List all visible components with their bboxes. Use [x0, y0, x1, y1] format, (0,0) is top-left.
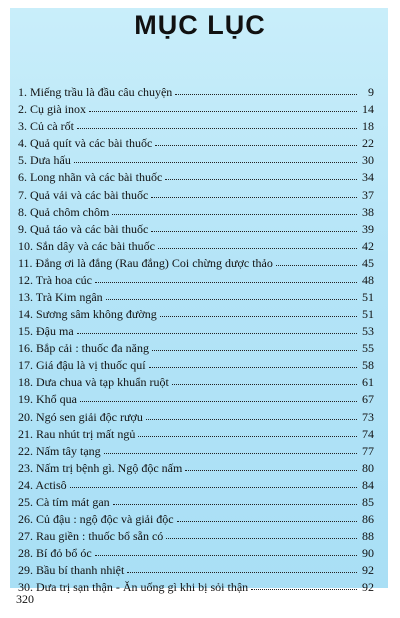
toc-entry	[18, 576, 374, 593]
toc-entry	[18, 115, 374, 132]
toc-entry	[18, 542, 374, 559]
toc-entry-title: 1. Miếng trầu là đầu câu chuyện	[18, 85, 173, 100]
toc-entry-page: 18	[362, 119, 374, 134]
dot-leader	[149, 367, 357, 368]
toc-entry-page: 45	[362, 255, 374, 270]
table-of-contents	[18, 81, 374, 593]
toc-entry-title: 15. Đậu ma	[18, 324, 74, 339]
toc-entry-page: 85	[362, 494, 374, 509]
toc-entry-title: 30. Dưa trị sạn thận - Ăn uống gì khi bị sỏi thận	[18, 580, 249, 595]
toc-entry-page: 48	[362, 272, 374, 287]
toc-entry	[18, 440, 374, 457]
dot-leader	[104, 453, 357, 454]
toc-entry-title: 27. Rau giền : thuốc bổ sẵn có	[18, 529, 164, 544]
toc-entry	[18, 303, 374, 320]
toc-entry-title: 18. Dưa chua và tạp khuẩn ruột	[18, 375, 169, 390]
dot-leader	[138, 436, 357, 437]
toc-entry	[18, 337, 374, 354]
toc-entry	[18, 457, 374, 474]
toc-entry-page: 67	[362, 392, 374, 407]
toc-entry	[18, 491, 374, 508]
dot-leader	[106, 299, 357, 300]
toc-entry-title: 12. Trà hoa cúc	[18, 272, 92, 287]
toc-entry	[18, 508, 374, 525]
toc-entry-title: 11. Đắng ơi là đắng (Rau đắng) Coi chừng dược thảo	[18, 255, 273, 270]
toc-entry-page: 55	[362, 341, 374, 356]
dot-leader	[251, 589, 357, 590]
toc-entry-title: 6. Long nhãn và các bài thuốc	[18, 170, 163, 185]
toc-entry-title: 17. Giá đậu là vị thuốc quí	[18, 358, 146, 373]
dot-leader	[95, 555, 357, 556]
dot-leader	[112, 214, 357, 215]
dot-leader	[151, 197, 357, 198]
dot-leader	[155, 145, 357, 146]
toc-entry	[18, 201, 374, 218]
toc-entry-title: 13. Trà Kim ngân	[18, 290, 103, 305]
toc-entry	[18, 218, 374, 235]
toc-entry-title: 9. Quả táo và các bài thuốc	[18, 221, 149, 236]
toc-entry-page: 84	[362, 477, 374, 492]
toc-entry-title: 19. Khổ qua	[18, 392, 77, 407]
toc-entry-page: 22	[362, 136, 374, 151]
dot-leader	[151, 231, 357, 232]
toc-entry-title: 21. Rau nhút trị mất ngủ	[18, 426, 136, 441]
dot-leader	[177, 521, 357, 522]
toc-entry	[18, 423, 374, 440]
toc-entry-title: 23. Nấm trị bệnh gì. Ngộ độc nấm	[18, 460, 183, 475]
dot-leader	[158, 248, 357, 249]
toc-entry-title: 2. Cụ già inox	[18, 102, 86, 117]
toc-entry	[18, 474, 374, 491]
toc-entry-page: 9	[368, 85, 374, 100]
toc-entry-title: 22. Nấm tây tạng	[18, 443, 101, 458]
dot-leader	[127, 572, 357, 573]
toc-entry-page: 58	[362, 358, 374, 373]
toc-entry	[18, 183, 374, 200]
toc-entry	[18, 132, 374, 149]
dot-leader	[175, 94, 357, 95]
dot-leader	[74, 162, 357, 163]
toc-entry-page: 92	[362, 580, 374, 595]
toc-entry	[18, 559, 374, 576]
toc-entry-page: 92	[362, 563, 374, 578]
toc-entry-page: 53	[362, 324, 374, 339]
dot-leader	[77, 128, 357, 129]
toc-entry-page: 90	[362, 546, 374, 561]
page-title: MỤC LỤC	[134, 10, 266, 40]
toc-entry-title: 3. Củ cà rốt	[18, 119, 74, 134]
toc-entry	[18, 320, 374, 337]
toc-entry	[18, 149, 374, 166]
toc-entry	[18, 252, 374, 269]
dot-leader	[77, 333, 357, 334]
toc-entry-title: 14. Sương sâm không đường	[18, 307, 157, 322]
toc-entry	[18, 235, 374, 252]
toc-entry	[18, 525, 374, 542]
dot-leader	[146, 419, 357, 420]
toc-entry	[18, 166, 374, 183]
toc-entry-title: 24. Actisô	[18, 477, 67, 492]
toc-entry-title: 16. Bắp cải : thuốc đa năng	[18, 341, 149, 356]
toc-entry	[18, 269, 374, 286]
toc-entry-page: 39	[362, 221, 374, 236]
toc-entry-title: 28. Bí đỏ bổ óc	[18, 546, 92, 561]
toc-entry-title: 20. Ngó sen giải độc rượu	[18, 409, 143, 424]
toc-entry-page: 77	[362, 443, 374, 458]
toc-entry-page: 61	[362, 375, 374, 390]
toc-entry-title: 7. Quả vải và các bài thuốc	[18, 187, 149, 202]
dot-leader	[95, 282, 357, 283]
dot-leader	[165, 179, 357, 180]
toc-entry-page: 51	[362, 307, 374, 322]
toc-entry-page: 38	[362, 204, 374, 219]
toc-entry-page: 88	[362, 529, 374, 544]
toc-entry-page: 74	[362, 426, 374, 441]
dot-leader	[152, 350, 357, 351]
toc-entry-title: 10. Sắn dây và các bài thuốc	[18, 238, 155, 253]
dot-leader	[185, 470, 357, 471]
toc-entry-title: 25. Cà tím mát gan	[18, 494, 110, 509]
toc-entry	[18, 388, 374, 405]
toc-entry	[18, 286, 374, 303]
toc-entry	[18, 371, 374, 388]
toc-entry	[18, 81, 374, 98]
dot-leader	[166, 538, 357, 539]
toc-entry-page: 80	[362, 460, 374, 475]
toc-entry-page: 37	[362, 187, 374, 202]
toc-entry-page: 30	[362, 153, 374, 168]
page-number: 320	[16, 592, 34, 606]
toc-entry-title: 29. Bầu bí thanh nhiệt	[18, 563, 125, 578]
toc-entry-page: 86	[362, 512, 374, 527]
toc-entry	[18, 354, 374, 371]
toc-entry	[18, 405, 374, 422]
dot-leader	[160, 316, 357, 317]
toc-entry-title: 5. Dưa hấu	[18, 153, 71, 168]
dot-leader	[89, 111, 357, 112]
toc-entry-page: 51	[362, 290, 374, 305]
toc-entry-page: 42	[362, 238, 374, 253]
toc-entry-page: 34	[362, 170, 374, 185]
dot-leader	[80, 401, 357, 402]
toc-entry-page: 73	[362, 409, 374, 424]
toc-entry-title: 4. Quả quít và các bài thuốc	[18, 136, 153, 151]
toc-entry-title: 26. Củ đậu : ngộ độc và giải độc	[18, 512, 174, 527]
dot-leader	[70, 487, 357, 488]
toc-entry-title: 8. Quả chôm chôm	[18, 204, 110, 219]
toc-entry-page: 14	[362, 102, 374, 117]
dot-leader	[276, 265, 357, 266]
dot-leader	[113, 504, 357, 505]
toc-entry	[18, 98, 374, 115]
dot-leader	[172, 384, 357, 385]
